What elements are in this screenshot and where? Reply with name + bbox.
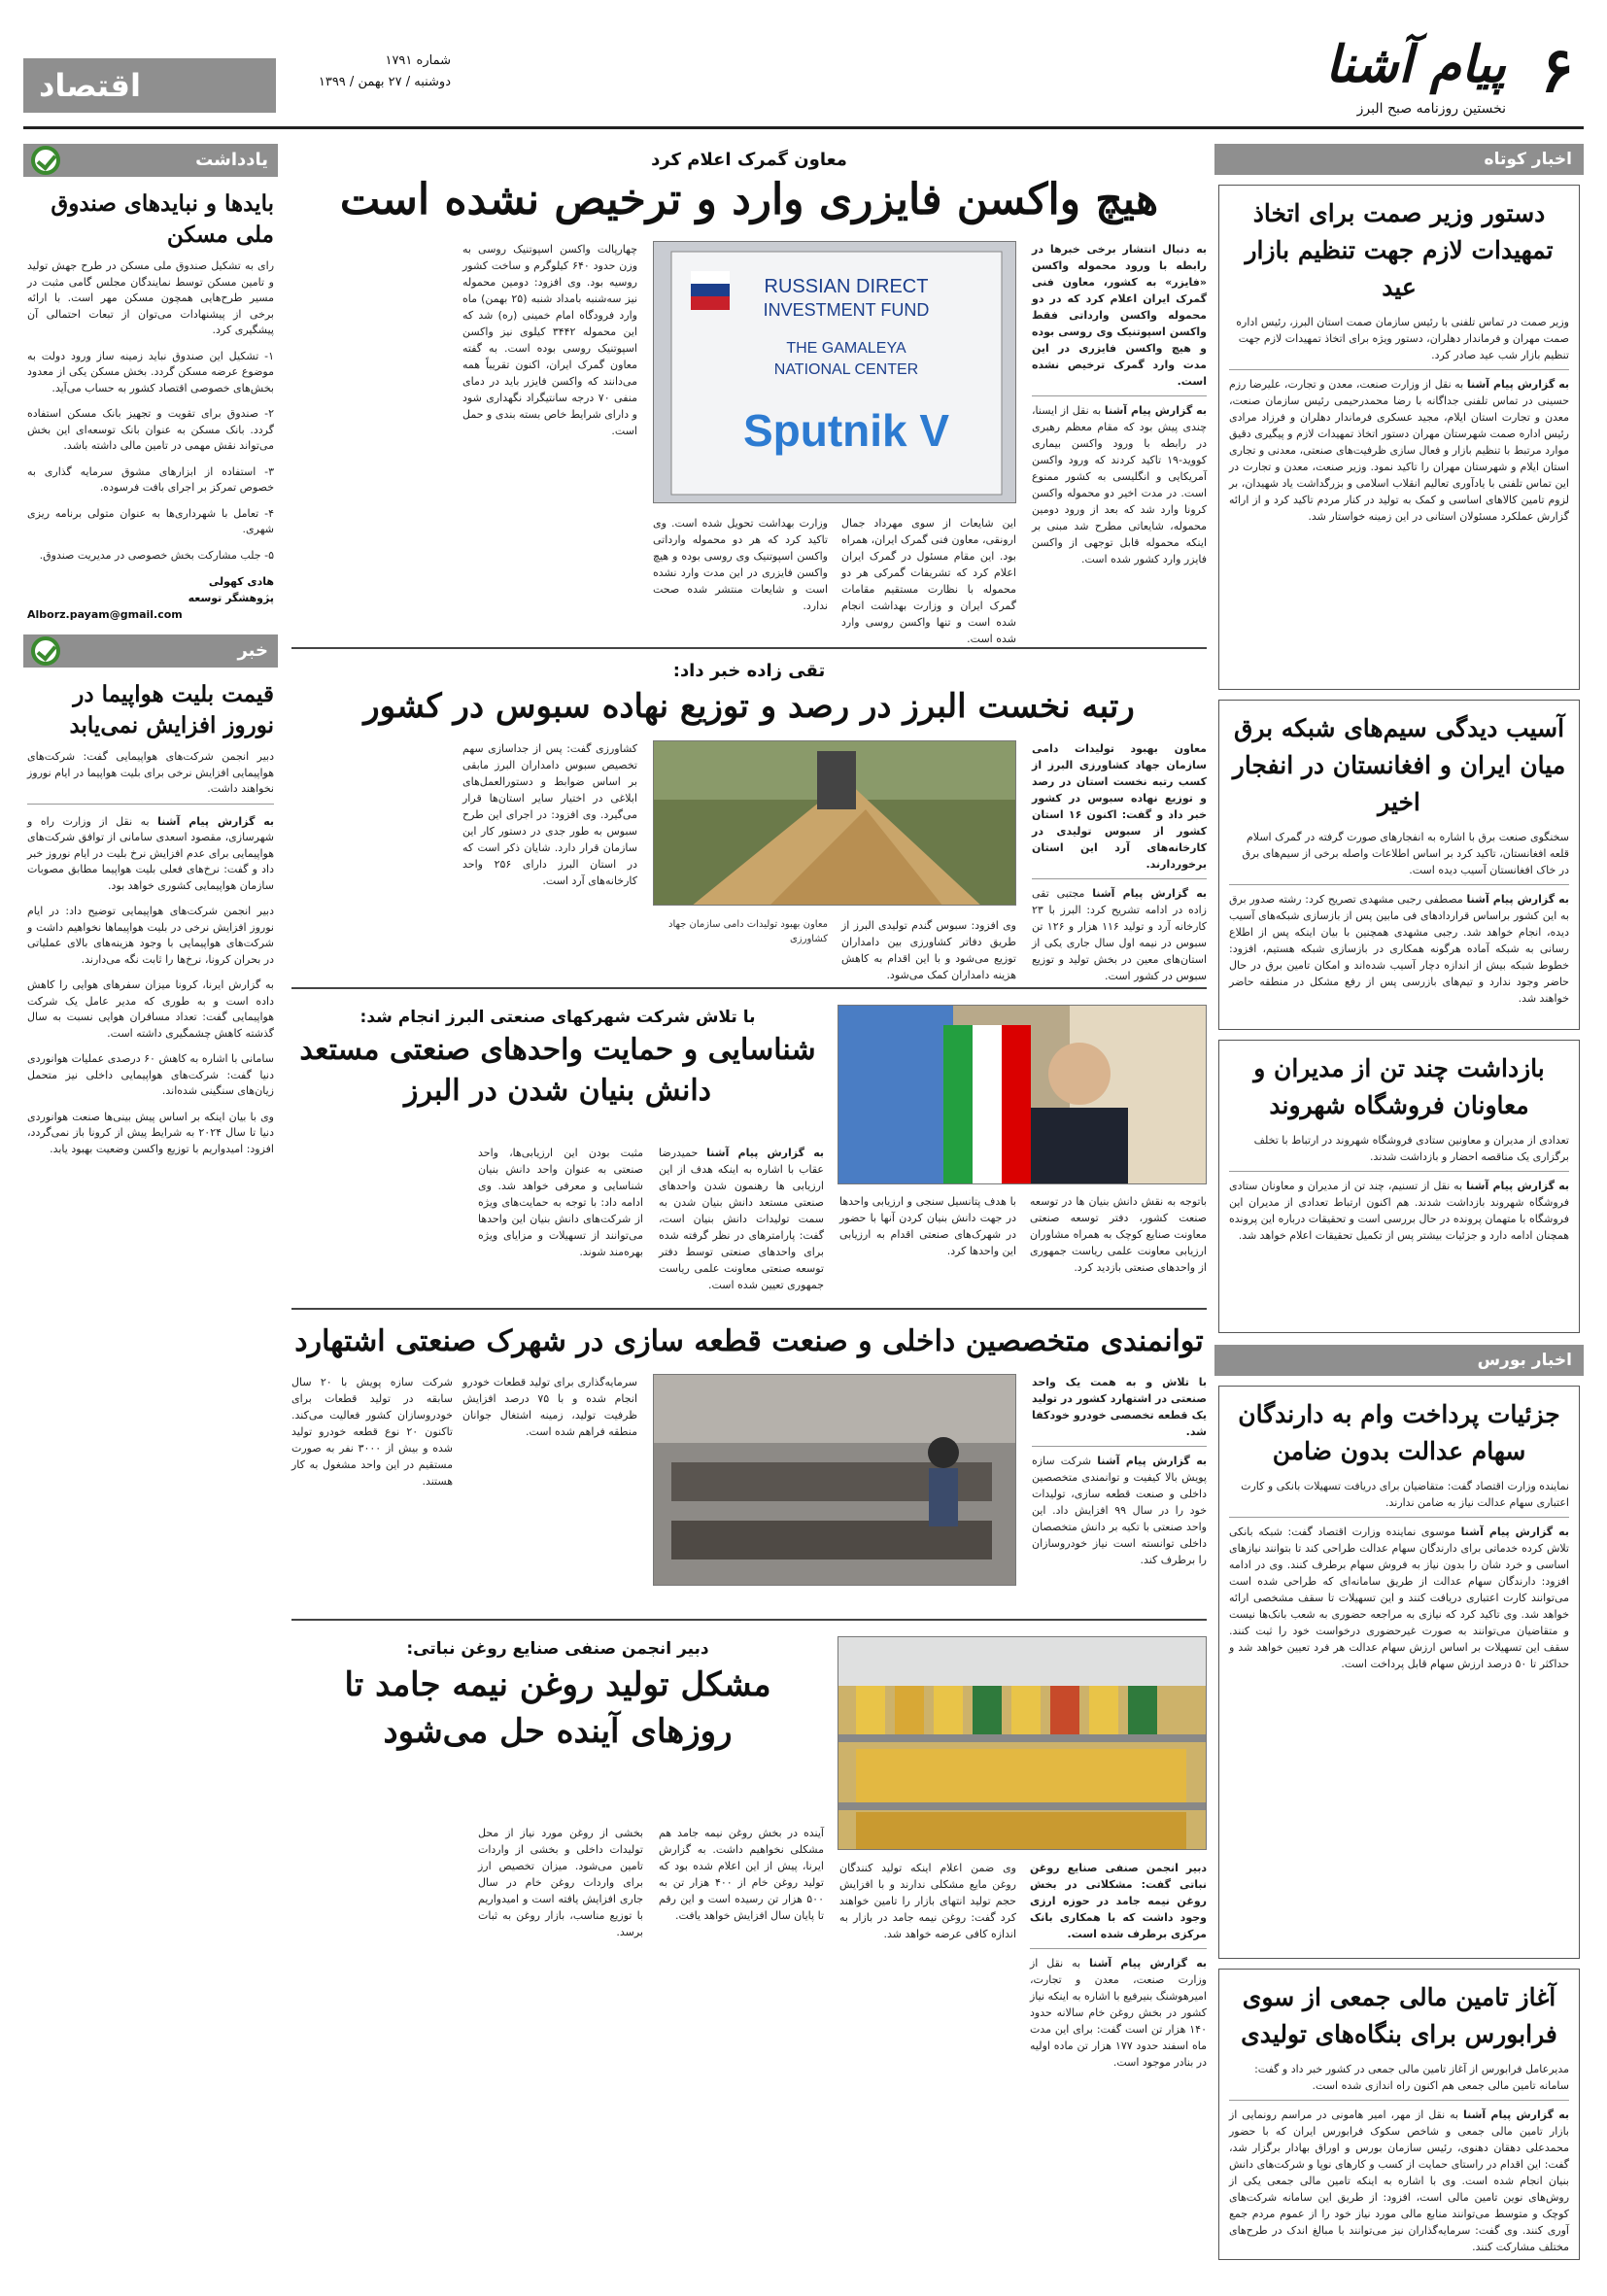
source-label: به گزارش پیام آشنا — [1104, 404, 1207, 417]
story-body — [291, 1374, 1207, 1607]
official-portrait-illustration — [838, 1006, 1206, 1184]
opinion-text — [23, 258, 278, 564]
check-icon — [31, 636, 60, 666]
opinion-paragraph: ۵- جلب مشارکت بخش خصوصی در مدیریت صندوق. — [39, 548, 274, 562]
story-headline: توانمندی متخصصین داخلی و صنعت قطعه سازی در شهرک صنعتی اشتهارد — [294, 1324, 1204, 1358]
short-news-body — [1229, 376, 1569, 525]
story-headline: هیچ واکسن فایزری وارد و ترخیص نشده است — [339, 175, 1159, 224]
news-header-label: خبر — [237, 640, 268, 661]
story-lead: دبیر انجمن صنفی صنایع روغن نباتی گفت: مشکلاتی در بخش روغن نیمه جامد در حوزه ارزی وجود داشت که با همکاری بانک مرکزی برطرف شده است. — [1030, 1860, 1207, 1949]
story-headline: رتبه نخست البرز در رصد و توزیع نهاده سبوس در کشور — [363, 687, 1135, 726]
story-column: شرکت سازه پویش با ۲۰ سال سابقه در تولید قطعات برای خودروسازان کشور فعالیت می‌کند. تاکنون ۲۰ نوع قطعه خودرو تولید شده و بیش از ۳۰۰۰ نفر به صورت مستقیم در این واحد مشغول به کار هستند. — [291, 1376, 453, 1488]
story-body — [291, 241, 1207, 645]
short-news-lead: سخنگوی صنعت برق با اشاره به انفجارهای صورت گرفته در گمرک اسلام قلعه افغانستان، تاکید کرد بر اساس اطلاعات واصله برخی از سیم‌های برق در خاک افغانستان آسیب دیده است. — [1229, 829, 1569, 885]
body-text: به نقل از وزارت راه و شهرسازی، مقصود اسعدی سامانی از توافق شرکت‌های هواپیمایی برای عدم افزایش نرخ بلیت در ایام نوروز خبر داد و گفت: نرخ‌های فعلی بلیت هواپیما مطابق مصوبات سازمان هواپیمایی کشوری خواهد بود. — [27, 814, 274, 892]
bourse-news-title: آغاز تامین مالی جمعی از سوی فرابورس برای بنگاه‌های تولیدی — [1241, 1983, 1557, 2048]
news-paragraph: وی با بیان اینکه بر اساس پیش بینی‌ها صنعت هوانوردی دنیا تا سال ۲۰۲۴ به شرایط پیش از کرونا باز نمی‌گردد، افزود: امیدواریم با توزیع واکسن وضعیت بهبود یابد. — [27, 1110, 274, 1155]
photo-text: INVESTMENT FUND — [763, 300, 930, 320]
news-title: قیمت بلیت هواپیما در نوروز افزایش نمی‌یابد — [69, 681, 274, 738]
short-news-lead: وزیر صمت در تماس تلفنی با رئیس سازمان صمت استان البرز، رئیس اداره صمت مهران و فرماندار دهلران، دستور ویژه برای اتخاذ تمهیدات لازم جهت تنظیم بازار شب عید صادر کرد. — [1229, 314, 1569, 370]
bourse-news-body — [1229, 1524, 1569, 1672]
factory-illustration — [653, 1375, 1015, 1586]
section-title: اقتصاد — [39, 67, 141, 104]
story-cooking-oil — [291, 1630, 1207, 2262]
oil-shelf-illustration — [838, 1637, 1206, 1850]
body-text: شرکت سازه پویش بالا کیفیت و توانمندی متخصصین داخلی و صنعت قطعه سازی، تولیدات خود را در سال ۹۹ افزایش داد. این واحد صنعتی با تکیه بر دانش متخصصان داخلی توانسته است نیاز خودروسازان را برطرف کند. — [1032, 1455, 1207, 1566]
issue-date: دوشنبه / ۲۷ بهمن / ۱۳۹۹ — [318, 75, 451, 89]
author-name: هادی کهولی — [208, 575, 274, 588]
short-news-column — [1214, 144, 1584, 2272]
body-text: به نقل از وزارت صنعت، معدن و تجارت، امیرهوشنگ بنیرفیع با اشاره به اینکه نیاز کشور در بخش روغن خام سالانه حدود ۱۴۰ هزار تن است گفت: برای این مدت ماه اسفند حدود ۱۷۷ هزار تن ماده اولیه در بنادر موجود است. — [1030, 1957, 1207, 2069]
news-paragraph: سامانی با اشاره به کاهش ۶۰ درصدی عملیات هوانوردی دنیا گفت: شرکت‌های هواپیمایی داخلی نیز متحمل زیان‌های سنگینی شده‌اند. — [27, 1052, 274, 1097]
short-news-header: اخبار کوتاه — [1214, 144, 1584, 175]
story-column — [1030, 1860, 1207, 2071]
news-lead: دبیر انجمن شرکت‌های هواپیمایی گفت: شرکت‌های هواپیمایی افزایش نرخی برای بلیت هواپیما در ایام نوروز نخواهند داشت. — [27, 749, 274, 805]
story-headline: مشکل تولید روغن نیمه جامد تا روزهای آینده حل می‌شود — [344, 1665, 771, 1751]
masthead-brand — [1176, 29, 1584, 126]
short-news-item — [1218, 185, 1580, 690]
short-news-body — [1229, 1178, 1569, 1244]
story-column: سرمایه‌گذاری برای تولید قطعات خودرو انجام شده و با ۷۵ درصد افزایش ظرفیت تولید، زمینه اشتغال جوانان منطقه فراهم شده است. — [462, 1376, 637, 1438]
grain-illustration — [653, 741, 1015, 906]
source-label: به گزارش پیام آشنا — [1092, 887, 1207, 900]
short-news-item — [1218, 1040, 1580, 1333]
opinion-paragraph: ۲- صندوق برای تقویت و تجهیز بانک مسکن استفاده گردد. بانک مسکن به عنوان بانک توسعه‌ای این بخش می‌تواند نقش مهمی در تامین مالی داشته باشد. — [27, 407, 274, 452]
news-text — [23, 749, 278, 1157]
opinion-header-label: یادداشت — [195, 150, 268, 170]
story-column: وی افزود: سبوس گندم تولیدی البرز از طریق دفاتر کشاورزی بین دامداران توزیع می‌شود و با این اقدام به کاهش هزینه دامداران کمک می‌شود. — [841, 919, 1016, 981]
story-body — [291, 740, 1208, 982]
newspaper-tagline: نخستین روزنامه صبح البرز — [1356, 101, 1506, 117]
body-text: به نقل از وزارت صنعت، معدن و تجارت، علیرضا رزم حسینی در تماس تلفنی جداگانه با رضا محمدرحیمی رئیس سازمان صنعت، معدن و تجارت استان ایلام، مجید عسکری فرماندار دهلران و فرزاد مرادی رئیس اداره صمت شهرستان مهران دستور اتخاذ تمهیدات لازم و پیگیری دقیق موارد مرتبط با تنظیم بازار و فعال سازی ظرفیت‌های صنعتی، معدنی و تجاری استان ایلام و شهرستان مهران را تاکید نمود. وزیر صنعت، معدن و تجارت در این تماس تلفنی با یادآوری تعالیم انقلاب اسلامی و بزرگداشت یاد شهیدان، بر لزوم تامین کالاهای اساسی و کمک به تولید در کنار مردم تاکید کرد و از ارائه گزارش عملکرد مسئولان استانی در این زمینه خواستار شد. — [1229, 378, 1569, 523]
story-column: باتوجه به نقش دانش بنیان ها در توسعه صنعت کشور، دفتر توسعه صنعتی معاونت صنایع کوچک به همراه مشاوران ارزیابی معاونت علمی ریاست جمهوری از واحدهای صنعتی بازدید کرد. — [1030, 1195, 1207, 1274]
body-text: حمیدرضا عقاب با اشاره به اینکه هدف از این ارزیابی ها رهنمون شدن واحدهای صنعتی مستعد دانش بنیان شدن به سمت تولیدات دانش بنیان است، گفت: پارامترهای در نظر گرفته شده برای واحدهای صنعتی توسط دفتر توسعه صنعتی معاونت علمی ریاست جمهوری تعیین شده است. — [659, 1147, 824, 1291]
news-paragraph: دبیر انجمن شرکت‌های هواپیمایی توضیح داد: در ایام نوروز افزایش نرخی در بلیت هواپیماها نخواهیم داشت و شرکت‌های هواپیمایی با وجود هزینه‌های بالای عملیاتی در بحران کرونا، نرخ‌ها را ثابت نگه می‌دارند. — [27, 905, 274, 966]
opinion-author — [27, 573, 274, 623]
section-banner — [23, 58, 276, 113]
story-lead: به دنبال انتشار برخی خبرها در رابطه با ورود محموله واکسن «فایزر» به کشور، معاون فنی گمرک ایران اعلام کرد که در دو محموله واکسن وارداتی فقط واکسن اسپوتنیک وی روسی بوده و هیچ واکسن فایزری در این مدت وارد گمرک ترخیص نشده است. — [1032, 241, 1207, 396]
source-label: به گزارش پیام آشنا — [1462, 2108, 1570, 2121]
story-column: چهارپالت واکسن اسپوتنیک روسی به وزن حدود ۶۴۰ کیلوگرم و ساخت کشور روسیه بود. وی افزود: دومین محموله نیز سه‌شنبه بامداد شنبه (۲۵ بهمن) ماه وارد فرودگاه امام خمینی (ره) شد که این محموله ۳۴۴۲ کیلوی نیز واکسن اسپوتنیک روسی بوده است. به گفته معاون گمرک ایران، اکنون تقریباً همه می‌دانند که واکسن فایزر باید در دمای منفی ۷۰ درجه سانتیگراد نگهداری شود و دارای شرایط خاص بسته بندی و حمل است. — [462, 243, 638, 437]
oil-shelf-photo — [838, 1636, 1207, 1850]
masthead-rule — [23, 126, 1584, 129]
story-heading — [291, 1005, 824, 1112]
photo-text: Sputnik V — [742, 405, 950, 456]
opinion-paragraph: رای به تشکیل صندوق ملی مسکن در طرح جهش تولید و تامین مسکن توسط نمایندگان مجلس گامی مثبت در مسیر طرح‌هایی همچون مسکن مهر است. با ارائه برخی از پیشنهادات می‌توان از تبعات احتمالی آن پیشگیری کرد. — [27, 259, 274, 336]
opinion-paragraph: ۱- تشکیل این صندوق نباید زمینه ساز ورود دولت به موضوع عرضه مسکن گردد. بخش مسکن یکی از معدود بخش‌های خصوصی اقتصاد کشور به حساب می‌آید. — [27, 349, 274, 394]
source-label: به گزارش پیام آشنا — [1466, 1180, 1570, 1192]
newspaper-logo: پیام آشنا — [1325, 35, 1506, 94]
source-label: به گزارش پیام آشنا — [1097, 1455, 1207, 1467]
news-paragraph — [27, 814, 274, 895]
story-column — [1032, 740, 1207, 984]
story-body — [838, 1860, 1207, 2252]
story-column: مثبت بودن این ارزیابی‌ها، واحد صنعتی به عنوان واحد دانش بنیان شناسایی و معرفی خواهد شد. وی ادامه داد: با توجه به حمایت‌های ویژه از شرکت‌های دانش بنیان این واحدها می‌توانند از تسهیلات و مزایای ویژه بهره‌مند شوند. — [478, 1147, 643, 1258]
factory-photo — [653, 1374, 1016, 1586]
story-knowledge-based — [291, 999, 1207, 1310]
issue-number: شماره ۱۷۹۱ — [385, 53, 451, 68]
story-heading — [291, 1636, 824, 1755]
bourse-news-lead: مدیرعامل فرابورس از آغاز تامین مالی جمعی در کشور خبر داد و گفت: سامانه تامین مالی جمعی هم اکنون راه اندازی شده است. — [1229, 2061, 1569, 2101]
vaccine-box-illustration — [653, 242, 1015, 503]
photo-text: THE GAMALEYA — [786, 340, 906, 357]
bourse-news-item — [1218, 1969, 1580, 2260]
body-text: به نقل از تسنیم، چند تن از مدیران و معاونان ستادی فروشگاه شهروند بازداشت شدند. هم اکنون ارتباط تعدادی از مدیران این فروشگاه با متهمان پرونده در حال بررسی است و تحقیقات درباره این پرونده همچنان ادامه دارد و جزئیات بیشتر پس از تکمیل تحقیقات اعلام خواهد شد. — [1229, 1180, 1569, 1242]
opinion-title: باید‌ها و نباید‌های صندوق ملی مسکن — [51, 190, 274, 248]
opinion-paragraph: ۳- استفاده از ابزارهای مشوق سرمایه گذاری به خصوص تمرکز بر اجرای بافت فرسوده. — [27, 464, 274, 494]
vaccine-photo — [653, 241, 1016, 503]
source-label: به گزارش پیام آشنا — [1466, 893, 1569, 906]
story-body — [291, 1145, 824, 1300]
body-text: موسوی نماینده وزارت اقتصاد گفت: شبکه بانکی تلاش کرده خدماتی برای دارندگان سهام عدالت طراحی کند تا بتوانند نیازهای اساسی و خرد شان را بدون نیاز به فروش سهام برطرف کنند. وی در ادامه افزود: دارندگان سهام عدالت از طریق سامانه‌ای که طراحی شده است می‌توانند کارت اعتباری دریافت کنند و این تسهیلات تا سقف مشخصی ارائه خواهد شد. وی تاکید کرد که نیازی به مراجعه حضوری به شعب بانک‌ها نیست و متقاضیان می‌توانند به صورت غیرحضوری درخواست خود را ثبت کنند. سقف این تسهیلات بر اساس ارزش سهام عدالت هر فرد تعیین خواهد شد و حداکثر تا ۵۰ درصد ارزش سهام قابل پرداخت است. — [1229, 1525, 1569, 1670]
short-news-item — [1218, 700, 1580, 1030]
story-column: وی ضمن اعلام اینکه تولید کنندگان روغن مایع مشکلی ندارند و با افزایش حجم تولید انتهای بازار را تامین خواهند کرد گفت: روغن نیمه جامد در بازار به اندازه کافی عرضه خواهد شد. — [839, 1862, 1016, 1940]
story-column — [1032, 1374, 1207, 1568]
story-body — [838, 1193, 1207, 1300]
short-news-body — [1229, 891, 1569, 1007]
news-header — [23, 634, 278, 668]
author-role: پژوهشگر توسعه — [188, 592, 274, 604]
grain-photo — [653, 740, 1016, 906]
story-column: بخشی از روغن مورد نیاز از محل تولیدات داخلی و بخشی از واردات تامین می‌شود. میزان تخصیص ارز برای واردات روغن خام در سال جاری افزایش یافته است و امیدواریم با توزیع مناسب، بازار روغن به ثبات برسد. — [478, 1827, 643, 1938]
official-photo — [838, 1005, 1207, 1184]
body-text: مجتبی تقی زاده در ادامه تشریح کرد: البرز با ۲۳ کارخانه آرد و تولید ۱۱۶ هزار و ۱۲۶ تن سبوس در نیمه اول سال جاری یکی از استان‌های معین در بخش تولید و توزیع سبوس در کشور است. — [1032, 887, 1207, 982]
story-column: وزارت بهداشت تحویل شده است. وی تاکید کرد که هر دو محموله وارداتی واکسن اسپوتنیک وی روسی بوده و هیچ واکسن فایزری در این مدت وارد نشده است و شایعات منتشر شده صحت ندارد. — [653, 517, 828, 612]
source-label: به گزارش پیام آشنا — [1088, 1957, 1208, 1970]
body-text: مصطفی رجبی مشهدی تصریح کرد: رشته صدور برق به این کشور براساس قراردادهای فی مابین پس از بازسازی شبکه‌های آسیب دیده، انجام خواهد شد. رجبی مشهدی همچنین با بیان اینکه پس از اطلاع رسانی به شبکه آماده هرگونه همکاری در بازسازی شبکه هستیم، افزود: خطوط شبکه بیش از اندازه دچار آسیب شده‌اند و امکان تامین برق در حال حاضر وجود ندارد و تیم‌های بازرسی پس از رفع مشکل در منطقه حاضر خواهند شد. — [1229, 893, 1569, 1005]
story-kicker: دبیر انجمن صنفی صنایع روغن نباتی: — [406, 1639, 709, 1659]
bourse-news-item — [1218, 1386, 1580, 1959]
photo-caption: معاون بهبود تولیدات دامی سازمان جهاد کشاورزی — [668, 919, 828, 944]
short-news-lead: تعدادی از مدیران و معاونین ستادی فروشگاه شهروند در ارتباط با تخلف برگزاری یک مناقصه احضار و بازداشت شدند. — [1229, 1132, 1569, 1172]
issue-info — [315, 51, 451, 93]
story-vaccine — [291, 144, 1207, 649]
opinion-paragraph: ۴- تعامل با شهرداری‌ها به عنوان متولی برنامه ریزی شهری. — [27, 506, 274, 535]
story-lead: معاون بهبود تولیدات دامی سازمان جهاد کشاورزی البرز از کسب رتبه نخست استان در رصد و توزیع نهاده سبوس در کشور خبر داد و گفت: اکنون ۱۶ استان کشور از سبوس تولیدی در کارخانه‌های آرد این استان برخوردارند. — [1032, 740, 1207, 879]
story-lead: با تلاش و به همت یک واحد صنعتی در اشتهارد کشور در تولید یک قطعه تخصصی خودرو خودکفا شد. — [1032, 1374, 1207, 1447]
source-label: به گزارش پیام آشنا — [157, 814, 275, 828]
story-column: با هدف پتانسیل سنجی و ارزیابی واحدها در جهت دانش بنیان کردن آنها با حضور در شهرک‌های صنعتی اقدام به ارزیابی این واحدها کرد. — [839, 1195, 1016, 1257]
story-column — [659, 1145, 824, 1293]
left-column — [23, 144, 278, 2272]
bourse-news-body — [1229, 2107, 1569, 2255]
photo-text: RUSSIAN DIRECT — [764, 276, 929, 297]
page-number: ۶ — [1540, 34, 1574, 107]
opinion-header — [23, 144, 278, 177]
story-column — [1032, 241, 1207, 567]
story-kicker: با تلاش شرکت شهرکهای صنعتی البرز انجام شد: — [359, 1008, 756, 1027]
story-kicker: تقی زاده خبر داد: — [672, 661, 826, 681]
bourse-news-title: جزئیات پرداخت وام به دارندگان سهام عدالت بدون ضامن — [1238, 1400, 1560, 1465]
news-paragraph: به گزارش ایرنا، کرونا میزان سفرهای هوایی را کاهش داده است و به طوری که مدیر عامل یک شرکت هواپیمایی گفت: تعداد مسافران هوایی نسبت به سال گذشته کاهش چشمگیری داشته است. — [27, 978, 274, 1040]
source-label: به گزارش پیام آشنا — [706, 1147, 825, 1159]
bourse-news-header: اخبار بورس — [1214, 1345, 1584, 1376]
bourse-news-lead: نماینده وزارت اقتصاد گفت: متقاضیان برای دریافت تسهیلات بانکی و کارت اعتباری سهام عدالت نیاز به ضامن ندارند. — [1229, 1478, 1569, 1518]
check-icon — [31, 146, 60, 175]
body-text: به نقل از ایسنا، چندی پیش بود که مقام معظم رهبری در رابطه با ورود واکسن بیماری کووید-۱۹ تاکید کردند که ورود واکسن آمریکایی و انگلیسی به کشور ممنوع است. در مدت اخیر دو محموله واکسن کرونا وارد شد که بعد از ورود دومین محموله، شایعاتی مطرح شد مبنی بر اینکه محموله قابل توجهی از واکسن فایزر وارد کشور شده است. — [1032, 404, 1207, 565]
story-auto-parts — [291, 1319, 1207, 1621]
photo-text: NATIONAL CENTER — [773, 361, 919, 378]
source-label: به گزارش پیام آشنا — [1466, 378, 1569, 391]
short-news-title: دستور وزیر صمت برای اتخاذ تمهیدات لازم جهت تنظیم بازار عید — [1245, 199, 1554, 301]
story-column: این شایعات از سوی مهرداد جمال ارونقی، معاون فنی گمرک ایران، همراه بود. این مقام مسئول در گمرک ایران اعلام کرد که تشریفات گمرکی هر دو محموله با نظارت مستقیم مقامات گمرک ایران و وزارت بهداشت انجام شده است و تنها واکسن روسی وارد شده است. — [841, 517, 1016, 645]
story-body — [291, 1825, 824, 2252]
story-kicker: معاون گمرک اعلام کرد — [651, 150, 847, 170]
story-column: آینده در بخش روغن نیمه جامد هم مشکلی نخواهیم داشت. به گزارش ایرنا، پیش از این اعلام شده بود که تولید روغن خام از ۴۰۰ هزار تن به ۵۰۰ هزار تن رسیده است و این رقم تا پایان سال افزایش خواهد یافت. — [659, 1827, 824, 1922]
masthead — [23, 29, 1584, 126]
body-text: به نقل از مهر، امیر هامونی در مراسم رونمایی از بازار تامین مالی جمعی و شاخص سکوک فرابورس ایران که با حضور محمدعلی دهقان دهنوی، رئیس سازمان بورس و اوراق بهادار برگزار شد، گفت: این اقدام در راستای حمایت از کسب و کارهای نوپا و شرکت‌های دانش بنیان انجام شده است. وی با اشاره به اینکه تامین مالی جمعی یکی از روش‌های نوین تامین مالی است، افزود: از طریق این سامانه شرکت‌های کوچک و متوسط می‌توانند منابع مالی مورد نیاز خود را از عموم مردم جمع آوری کنند. وی گفت: سرمایه‌گذاران نیز می‌توانند با مبالغ اندک در طرح‌های مختلف مشارکت کنند. — [1229, 2108, 1569, 2253]
short-news-title: آسیب دیدگی سیم‌های شبکه برق میان ایران و افغانستان در انفجار اخیر — [1232, 714, 1566, 816]
story-headline: شناسایی و حمایت واحدهای صنعتی مستعد دانش بنیان شدن در البرز — [299, 1033, 816, 1108]
source-label: به گزارش پیام آشنا — [1460, 1525, 1569, 1538]
center-column — [291, 144, 1207, 2272]
author-email[interactable]: Alborz.payam@gmail.com — [27, 608, 183, 621]
story-bran — [291, 659, 1207, 989]
story-column: کشاورزی گفت: پس از جداسازی سهم تخصیص سبوس دامداران البرز مابقی بر اساس ضوابط و دستورالعمل‌های ابلاغی در اختیار سایر استان‌ها قرار می‌گیرد. وی افزود: در اجرای این طرح سبوس به طور جدی در دستور کار این سازمان قرار دارد. شایان ذکر است که در استان البرز دارای ۲۵۶ واحد کارخانه‌های آرد است. — [462, 742, 637, 887]
short-news-title: بازداشت چند تن از مدیران و معاونان فروشگاه شهروند — [1253, 1054, 1545, 1119]
